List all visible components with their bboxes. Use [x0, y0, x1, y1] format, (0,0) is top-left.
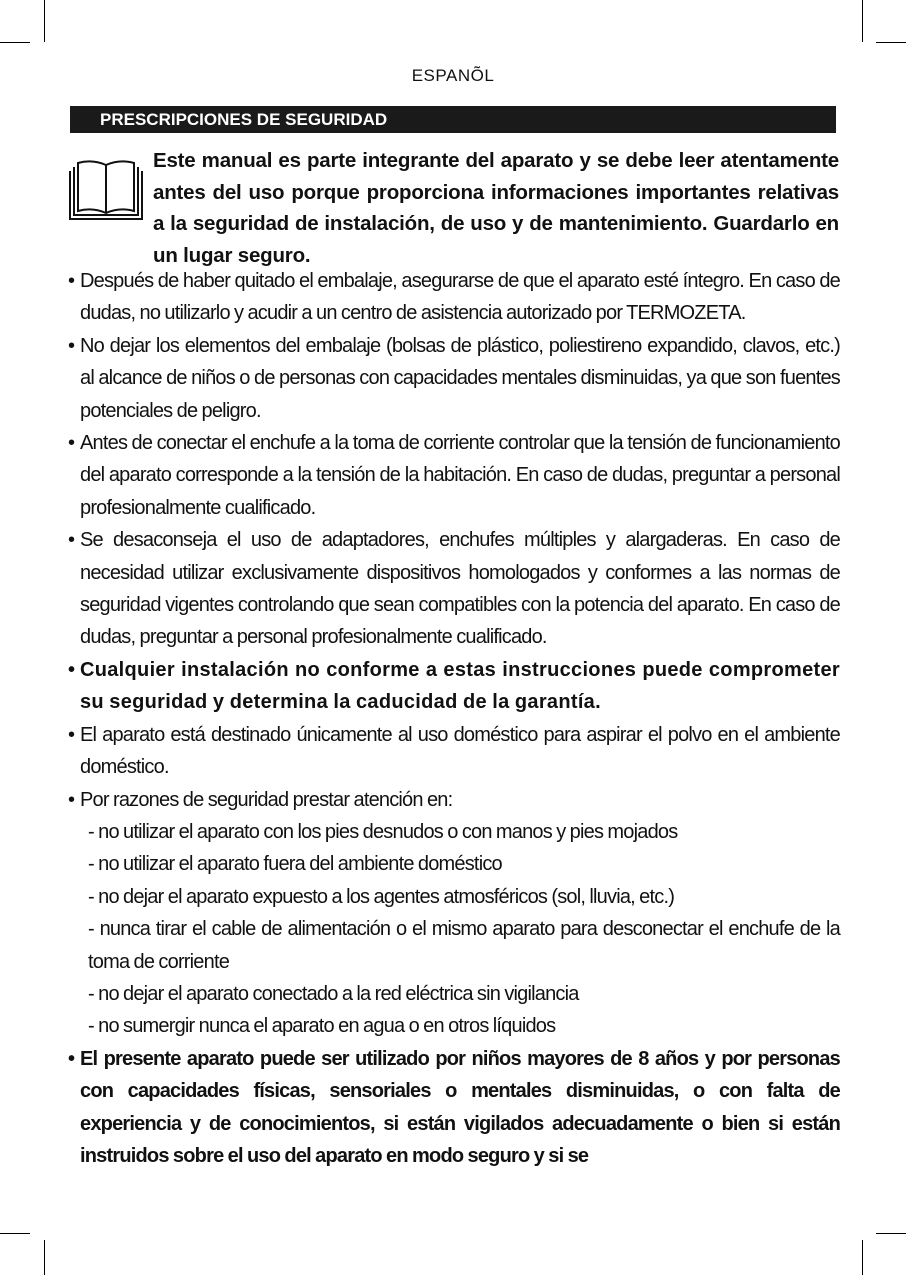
bullet-marker: • — [68, 788, 75, 811]
list-item — [68, 265, 840, 330]
crop-mark — [44, 1240, 45, 1275]
list-item-text: Se desaconseja el uso de adaptadores, enchufes múltiples y alargaderas. En caso de necesidad utilizar exclusivamente dispositivos homologados y conformes a las normas de seguridad vigentes controlando que sean compatibles con la potencia del aparato. En caso de dudas, preguntar a personal profesionalmente cualificado. — [80, 529, 840, 649]
crop-mark — [876, 1233, 906, 1234]
list-item-text: Antes de conectar el enchufe a la toma de corriente controlar que la tensión de funcionamiento del aparato corresponde a la tensión de la habitación. En caso de dudas, preguntar a personal profesionalmente cualificado. — [80, 432, 840, 519]
sub-item: - no dejar el aparato expuesto a los agentes atmosféricos (sol, lluvia, etc.) — [88, 885, 675, 908]
list-item — [68, 654, 840, 719]
bullet-marker: • — [68, 432, 75, 455]
sub-item: - nunca tirar el cable de alimentación o el mismo aparato para desconectar el enchufe de la toma de corriente — [88, 918, 840, 973]
open-book-icon — [68, 157, 144, 223]
list-item-text: El aparato está destinado únicamente al uso doméstico para aspirar el polvo en el ambiente doméstico. — [80, 723, 840, 779]
bullet-marker: • — [68, 529, 75, 552]
language-header: ESPANÕL — [411, 66, 495, 85]
list-item — [68, 524, 840, 654]
list-item — [68, 1043, 840, 1173]
sub-item: - no utilizar el aparato fuera del ambiente doméstico — [88, 853, 502, 876]
crop-mark — [862, 1240, 863, 1275]
bullet-marker: • — [68, 723, 75, 746]
sub-item: - no utilizar el aparato con los pies desnudos o con manos y pies mojados — [88, 820, 678, 843]
bullet-marker: • — [68, 1047, 75, 1070]
list-item-text: Cualquier instalación no conforme a estas instrucciones puede comprometer su seguridad y determina la caducidad de la garantía. — [80, 658, 840, 714]
list-item-text: Después de haber quitado el embalaje, asegurarse de que el aparato esté íntegro. En caso de dudas, no utilizarlo y acudir a un centro de asistencia autorizado por TERMOZETA. — [80, 270, 840, 325]
list-item — [68, 330, 840, 427]
crop-mark — [0, 1233, 30, 1234]
sub-item: - no dejar el aparato conectado a la red eléctrica sin vigilancia — [88, 982, 579, 1005]
safety-list — [68, 265, 840, 1172]
sub-item: - no sumergir nunca el aparato en agua o en otros líquidos — [88, 1015, 556, 1038]
list-item — [68, 784, 840, 816]
crop-mark — [862, 0, 863, 42]
list-item-text: No dejar los elementos del embalaje (bolsas de plástico, poliestireno expandido, clavos, etc.) al alcance de niños o de personas con capacidades mentales disminuidas, ya que son fuentes potenciales de peligro. — [80, 334, 840, 422]
list-item-text: Por razones de seguridad prestar atención en: — [80, 788, 453, 811]
intro-paragraph: Este manual es parte integrante del aparato y se debe leer atentamente antes del uso porque proporciona informaciones importantes relativas a la seguridad de instalación, de uso y de mantenimiento. Guardarlo en un lugar seguro. — [153, 149, 839, 267]
bullet-marker: • — [68, 658, 76, 681]
crop-mark — [44, 0, 45, 42]
section-title: PRESCRIPCIONES DE SEGURIDAD — [70, 106, 836, 133]
list-item — [68, 427, 840, 524]
crop-mark — [0, 42, 30, 43]
list-item — [68, 719, 840, 784]
list-item-text: El presente aparato puede ser utilizado por niños mayores de 8 años y por personas con capacidades físicas, sensoriales o mentales disminuidas, o con falta de experiencia y de conocimientos, si están vigilados adecuadamente o bien si están instruidos sobre el uso del aparato en modo seguro y si se — [80, 1047, 840, 1167]
crop-mark — [876, 42, 906, 43]
bullet-marker: • — [68, 270, 75, 292]
bullet-marker: • — [68, 334, 75, 357]
